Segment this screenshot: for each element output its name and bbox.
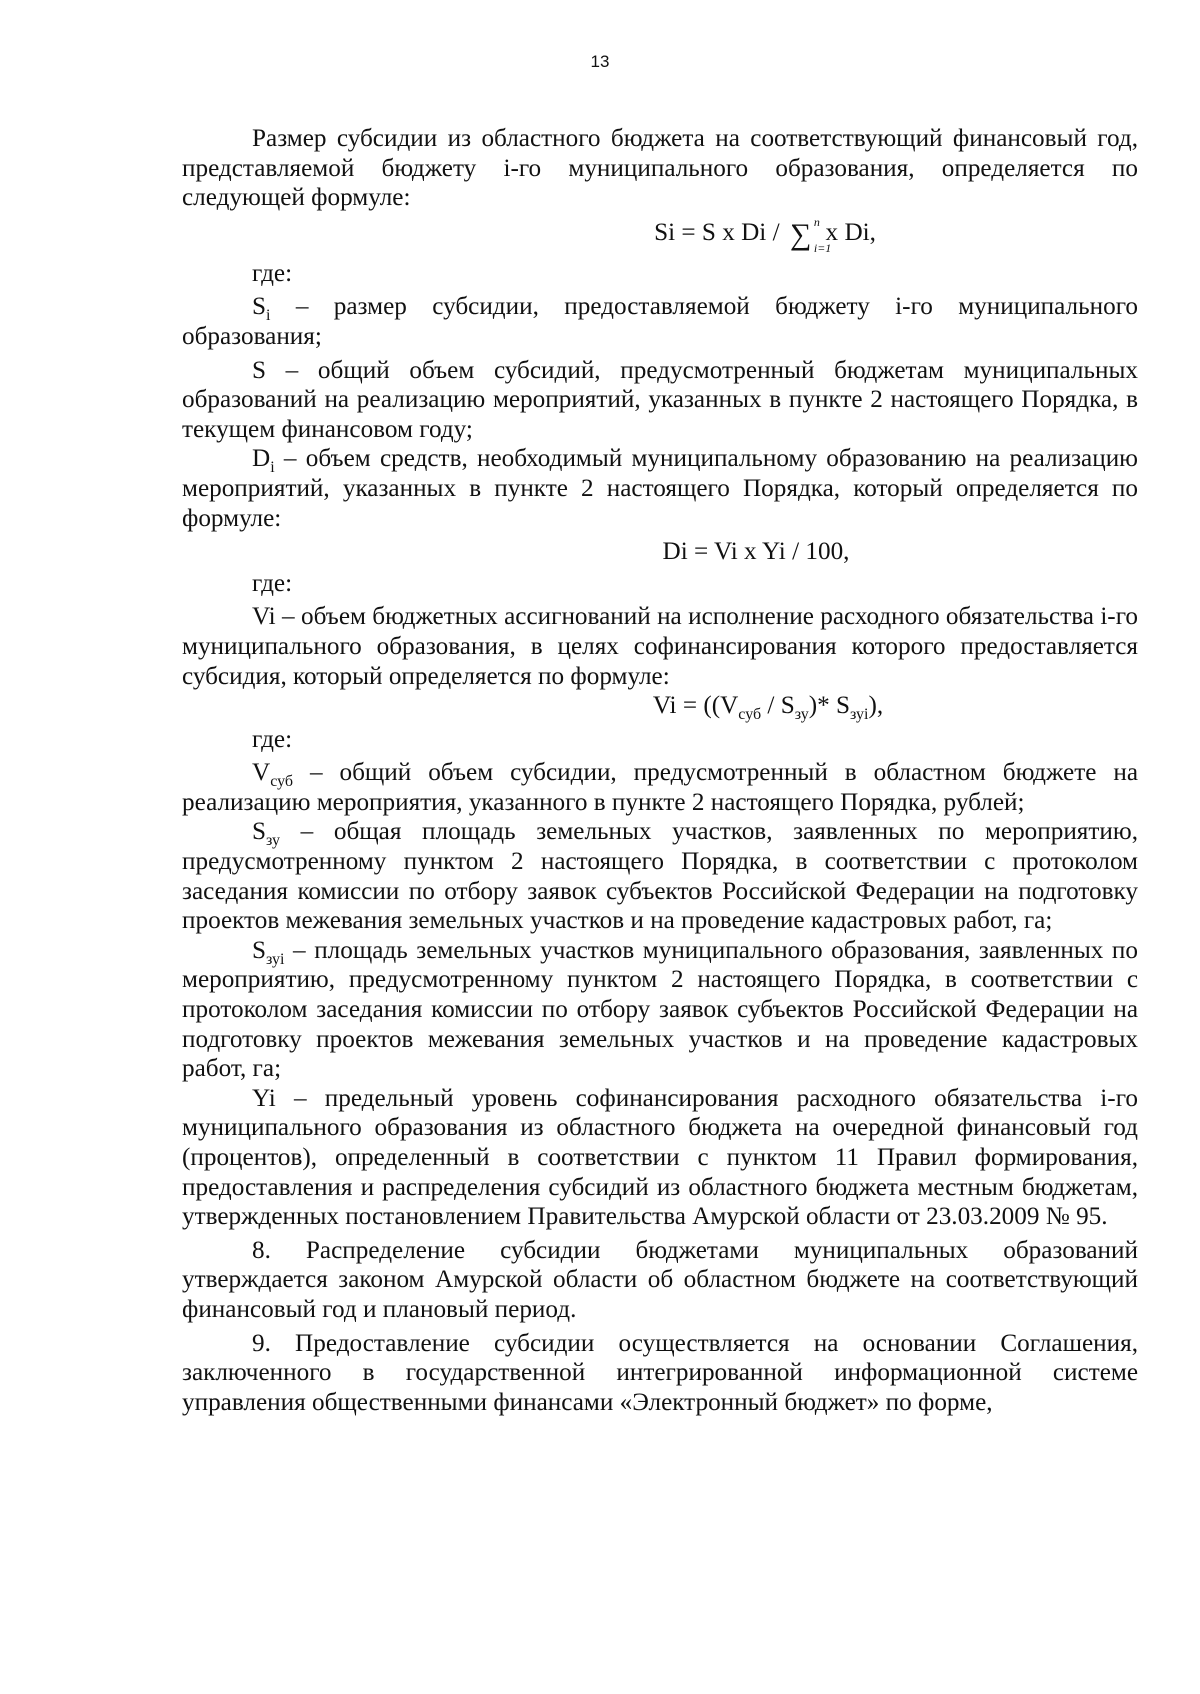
definition-s: S – общий объем субсидий, предусмотренный бюджетам муниципальных образований на реализацию мероприятий, указанных в пункте 2 настоящего Порядка, в текущем финансовом году; xyxy=(182,356,1138,443)
formula-vi xyxy=(182,691,1138,724)
formula-vi-subscript: зуi xyxy=(850,706,869,724)
formula-vi-subscript: зу xyxy=(794,706,809,724)
definition-si-text: – размер субсидии, предоставляемой бюджету i-го муниципального образования; xyxy=(182,293,1138,350)
page-number: 13 xyxy=(590,52,610,71)
formula-vi-part: ), xyxy=(868,692,884,720)
summation-upper-limit: n xyxy=(813,214,820,229)
definition-si-symbol: S xyxy=(252,293,267,321)
formula-vi-part: )* S xyxy=(808,692,851,720)
formula-si xyxy=(182,213,1138,259)
definition-si-subscript: i xyxy=(266,307,271,325)
where-label: где: xyxy=(252,259,293,287)
where-label: где: xyxy=(252,569,293,597)
summation-sign: ∑ xyxy=(789,217,812,251)
definition-szu xyxy=(182,817,1138,935)
formula-di: Di = Vi x Yi / 100, xyxy=(662,538,850,566)
definition-szu-subscript: зу xyxy=(266,832,280,850)
definition-yi: Yi – предельный уровень софинансирования расходного обязательства i-го муниципального образования из областного бюджета на очередной финансовый год (процентов), определенный в соответствии с пунктом 11 Правил формирования, предоставления и распределения субсидий из областного бюджета местным бюджетам, утвержденных постановлением Правительства Амурской области от 23.03.2009 № 95. xyxy=(182,1084,1138,1231)
definition-si xyxy=(182,292,1138,351)
summation-symbol xyxy=(789,214,832,255)
definition-szu-symbol: S xyxy=(252,818,267,846)
definition-szui-subscript: зуi xyxy=(266,950,285,968)
definition-vsub xyxy=(182,758,1138,817)
item-9-provision: 9. Предоставление субсидии осуществляется на основании Соглашения, заключенного в государственной интегрированной информационной системе управления общественными финансами «Электронный бюджет» по форме, xyxy=(182,1329,1138,1416)
definition-vsub-subscript: суб xyxy=(270,773,294,791)
where-label: где: xyxy=(252,725,293,753)
paragraph-subsidy-size: Размер субсидии из областного бюджета на соответствующий финансовый год, представляемой бюджету i-го муниципального образования, определяется по следующей формуле: xyxy=(182,125,1138,212)
document-body xyxy=(182,124,1138,1417)
formula-vi-subscript: суб xyxy=(738,706,762,724)
definition-szu-text: – общая площадь земельных участков, заявленных по мероприятию, предусмотренному пунктом 2 настоящего Порядка, в соответствии с протоколом заседания комиссии по отбору заявок субъектов Российской Федерации на подготовку проектов межевания земельных участков и на проведение кадастровых работ, га; xyxy=(182,818,1138,935)
formula-si-left: Si = S x Di / xyxy=(654,218,780,246)
summation-lower-limit: i=1 xyxy=(813,240,832,255)
definition-szui xyxy=(182,936,1138,1084)
formula-vi-part: / S xyxy=(761,692,795,720)
definition-vsub-text: – общий объем субсидии, предусмотренный в областном бюджете на реализацию мероприятия, указанного в пункте 2 настоящего Порядка, рублей; xyxy=(182,759,1138,816)
definition-szui-text: – площадь земельных участков муниципального образования, заявленных по мероприятию, предусмотренному пунктом 2 настоящего Порядка, в соответствии с протоколом заседания комиссии по отбору заявок субъектов Российской Федерации на подготовку проектов межевания земельных участков и на проведение кадастровых работ, га; xyxy=(182,936,1138,1083)
formula-si-right: x Di, xyxy=(825,218,876,246)
definition-di xyxy=(182,444,1138,533)
definition-vi: Vi – объем бюджетных ассигнований на исполнение расходного обязательства i-го муниципального образования, в целях софинансирования которого предоставляется субсидия, который определяется по формуле: xyxy=(182,603,1138,690)
definition-vsub-symbol: V xyxy=(252,759,271,787)
definition-di-subscript: i xyxy=(270,459,275,477)
definition-di-symbol: D xyxy=(252,445,271,473)
item-8-distribution: 8. Распределение субсидии бюджетами муниципальных образований утверждается законом Амурской области об областном бюджете на соответствующий финансовый год и плановый период. xyxy=(182,1236,1138,1323)
definition-szui-symbol: S xyxy=(252,936,267,964)
definition-di-text: – объем средств, необходимый муниципальному образованию на реализацию мероприятий, указанных в пункте 2 настоящего Порядка, который определяется по формуле: xyxy=(182,445,1138,532)
formula-vi-part: Vi = ((V xyxy=(652,692,739,720)
